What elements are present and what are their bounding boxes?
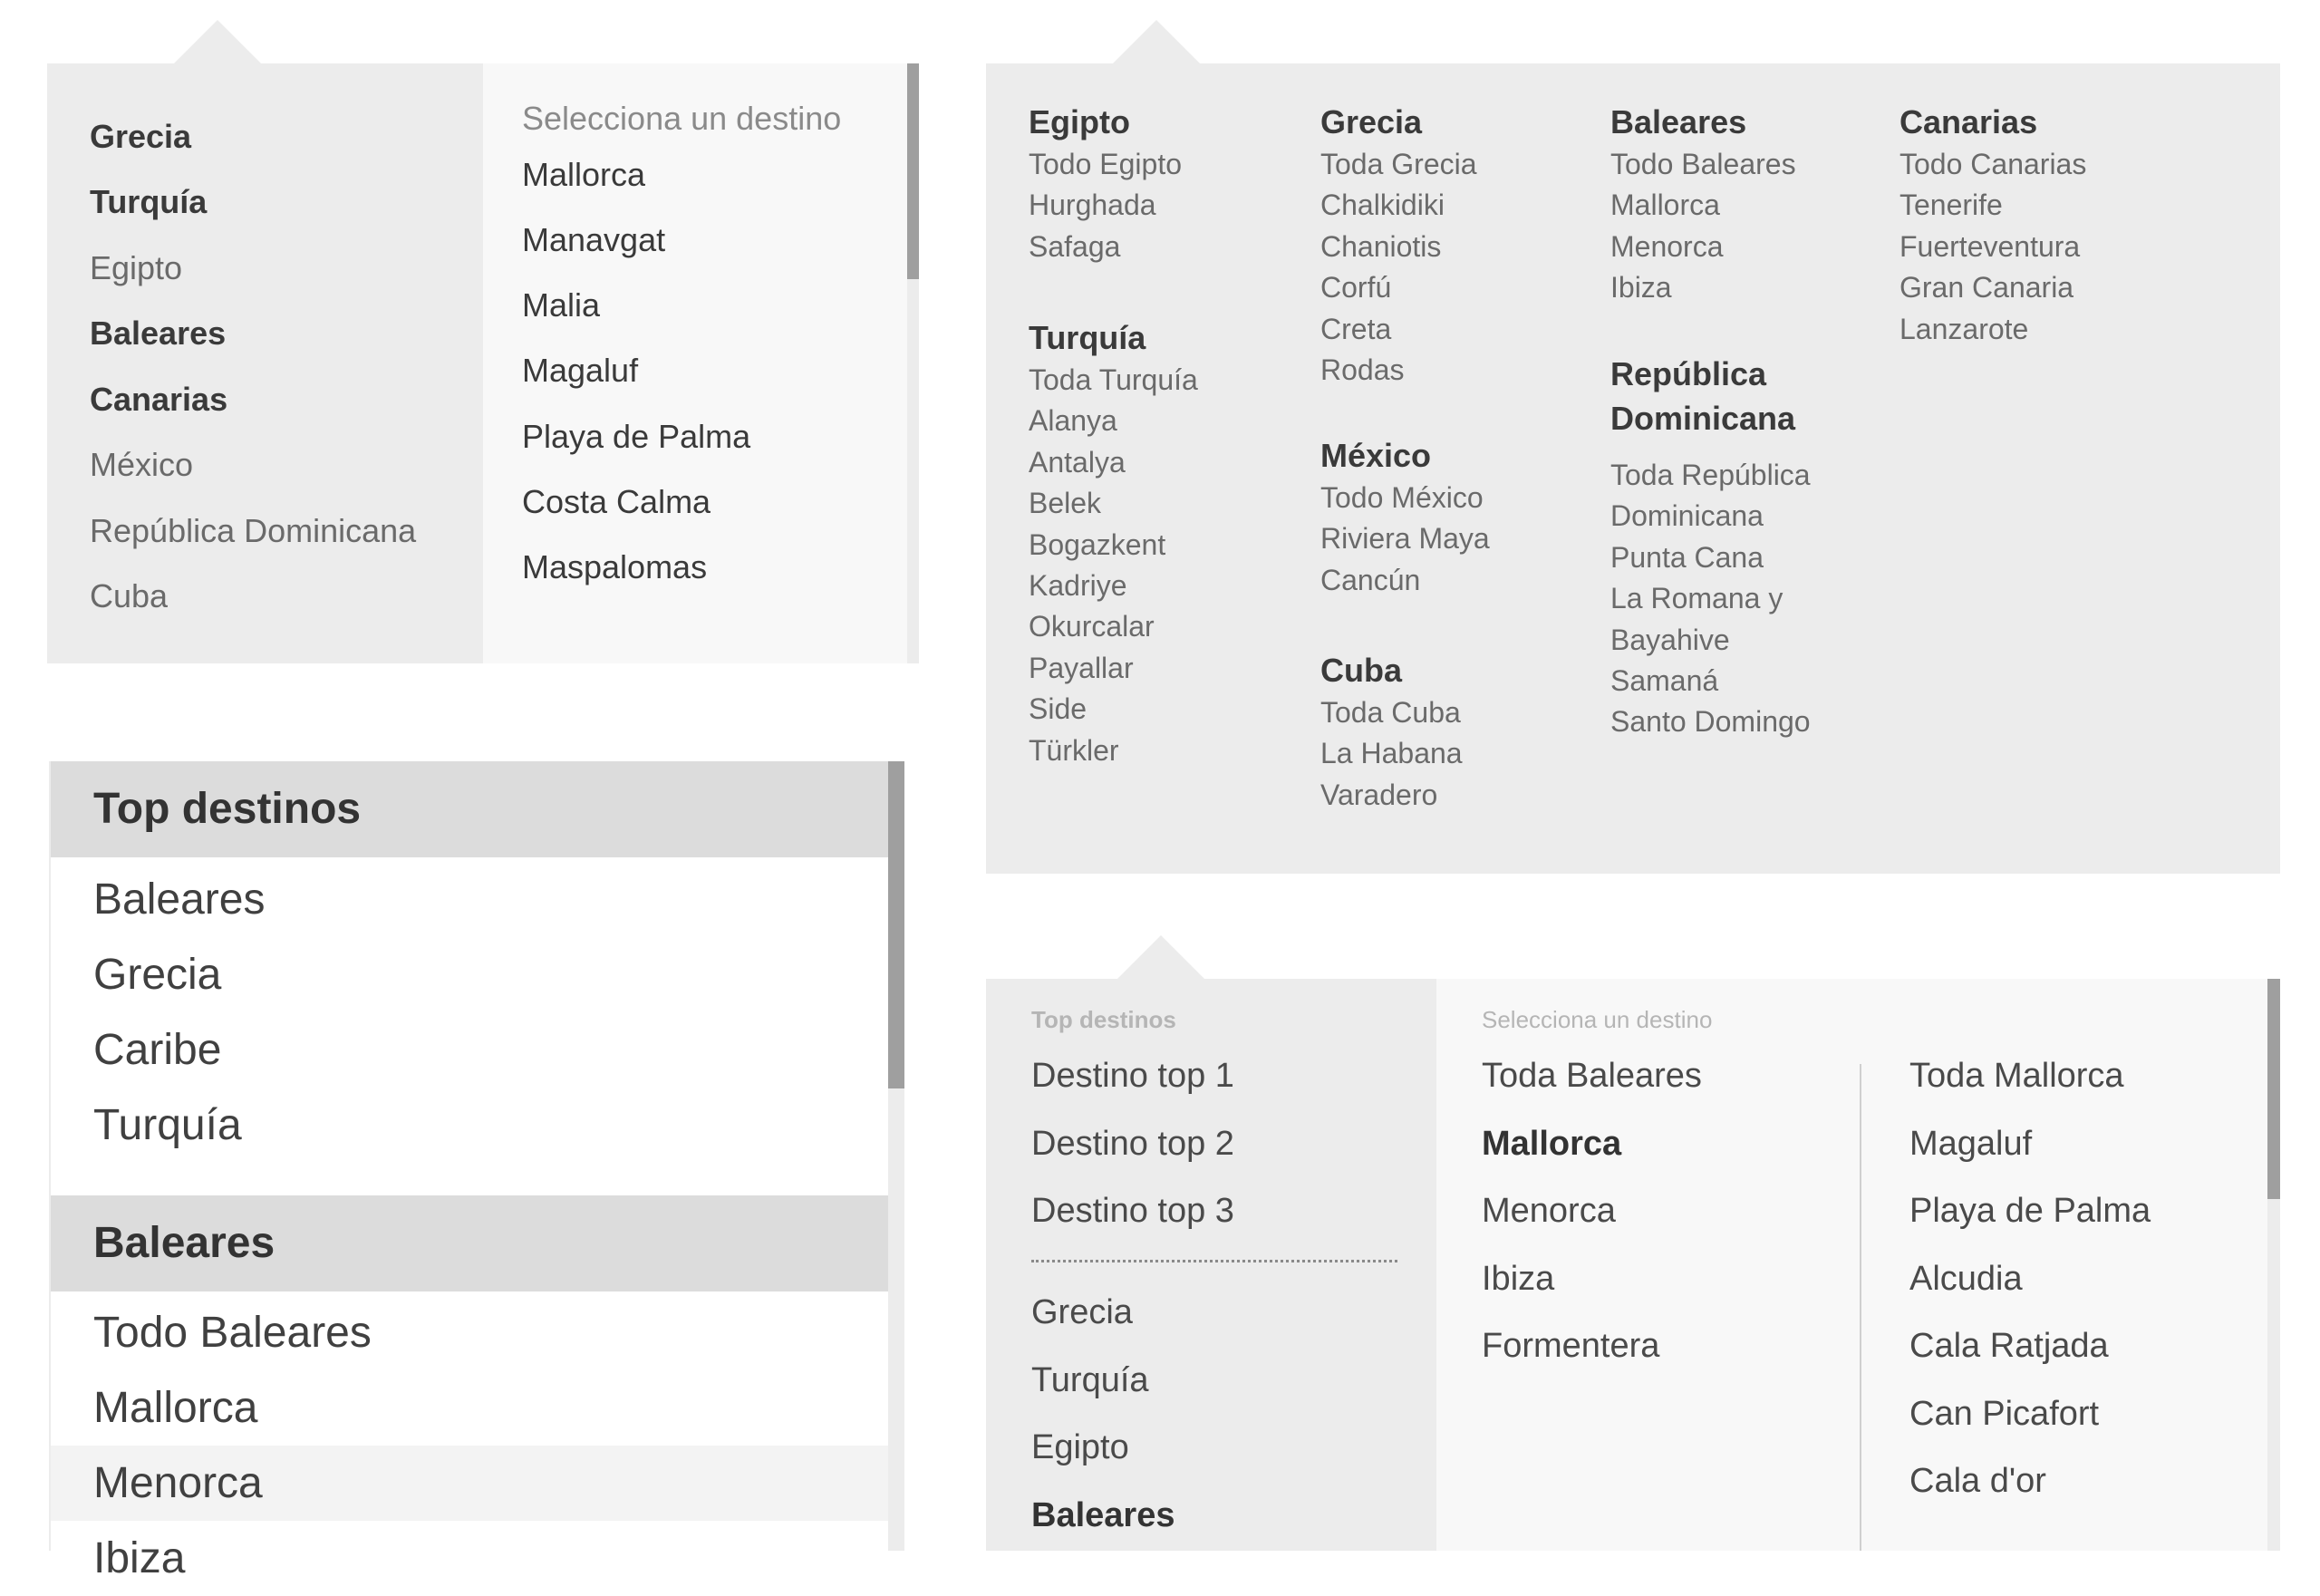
menu-link[interactable]: Payallar bbox=[1029, 651, 1134, 684]
region-item-mallorca[interactable]: Mallorca bbox=[1482, 1125, 1622, 1163]
country-item-turquia[interactable]: Turquía bbox=[1031, 1361, 1149, 1399]
menu-group-canarias bbox=[1900, 100, 2086, 350]
destination-item[interactable]: Playa de Palma bbox=[522, 418, 751, 455]
list-item[interactable]: Mallorca bbox=[93, 1384, 258, 1432]
place-item[interactable]: Toda Mallorca bbox=[1909, 1057, 2124, 1095]
group-heading[interactable]: Canarias bbox=[1900, 103, 2038, 140]
menu-link[interactable]: Toda República bbox=[1610, 459, 1811, 491]
list-item[interactable]: Baleares bbox=[93, 875, 266, 924]
menu-link[interactable]: Todo Canarias bbox=[1900, 148, 2087, 180]
menu-link[interactable]: Menorca bbox=[1610, 229, 1724, 263]
menu-link[interactable]: Alanya bbox=[1029, 404, 1117, 438]
dotted-divider bbox=[1031, 1260, 1397, 1262]
menu-link[interactable]: Punta Cana bbox=[1610, 540, 1764, 574]
destination-item[interactable]: Manavgat bbox=[522, 221, 666, 258]
menu-link[interactable]: Gran Canaria bbox=[1900, 271, 2074, 305]
menu-link[interactable]: Todo México bbox=[1320, 481, 1484, 514]
menu-link[interactable]: Rodas bbox=[1320, 353, 1405, 387]
menu-link[interactable]: Tenerife bbox=[1900, 189, 2003, 222]
menu-group-cuba bbox=[1320, 648, 1463, 816]
destination-item[interactable]: Magaluf bbox=[522, 352, 639, 389]
destination-item[interactable]: Maspalomas bbox=[522, 548, 708, 585]
dropdown-caret bbox=[1113, 20, 1200, 63]
section-title: Top destinos bbox=[93, 785, 362, 833]
menu-link[interactable]: Todo Egipto bbox=[1029, 148, 1183, 180]
group-heading[interactable]: Baleares bbox=[1610, 103, 1747, 140]
group-heading[interactable]: Turquía bbox=[1029, 319, 1146, 356]
group-heading[interactable]: República bbox=[1610, 355, 1767, 392]
list-item[interactable]: Turquía bbox=[93, 1101, 242, 1149]
country-item-baleares[interactable]: Baleares bbox=[90, 314, 227, 352]
region-item-menorca[interactable]: Menorca bbox=[1482, 1192, 1616, 1230]
menu-link[interactable]: Varadero bbox=[1320, 778, 1438, 811]
menu-link[interactable]: Chalkidiki bbox=[1320, 189, 1445, 222]
group-heading[interactable]: Cuba bbox=[1320, 652, 1402, 689]
menu-group-egipto bbox=[1029, 100, 1182, 267]
country-item-turquia[interactable]: Turquía bbox=[90, 183, 208, 220]
region-item-toda-baleares[interactable]: Toda Baleares bbox=[1482, 1057, 1702, 1095]
menu-group-mexico bbox=[1320, 433, 1490, 601]
dropdown-caret bbox=[174, 20, 261, 63]
menu-link[interactable]: Antalya bbox=[1029, 445, 1126, 479]
menu-link[interactable]: Hurghada bbox=[1029, 189, 1156, 222]
menu-link[interactable]: Samaná bbox=[1610, 664, 1719, 698]
menu-group-turquia bbox=[1029, 315, 1198, 771]
menu-link[interactable]: Mallorca bbox=[1610, 189, 1720, 222]
top-destination-item[interactable]: Destino top 2 bbox=[1031, 1125, 1234, 1163]
menu-link[interactable]: Cancún bbox=[1320, 563, 1421, 596]
select-destination-heading: Selecciona un destino bbox=[522, 100, 842, 137]
place-item[interactable]: Cala Ratjada bbox=[1909, 1327, 2109, 1365]
menu-link[interactable]: Riviera Maya bbox=[1320, 522, 1490, 556]
country-item-cuba[interactable]: Cuba bbox=[90, 577, 169, 614]
menu-link[interactable]: Toda Turquía bbox=[1029, 363, 1198, 396]
group-heading[interactable]: Dominicana bbox=[1610, 400, 1796, 437]
top-destination-item[interactable]: Destino top 3 bbox=[1031, 1192, 1234, 1230]
region-item-ibiza[interactable]: Ibiza bbox=[1482, 1260, 1555, 1298]
destination-list-panel bbox=[483, 63, 919, 663]
scrollbar[interactable] bbox=[2267, 979, 2280, 1551]
group-heading[interactable]: Grecia bbox=[1320, 103, 1423, 140]
menu-link[interactable]: Lanzarote bbox=[1900, 312, 2029, 345]
country-item-canarias[interactable]: Canarias bbox=[90, 381, 228, 418]
country-list-panel bbox=[47, 63, 483, 663]
destinations-mega-menu bbox=[986, 63, 2280, 874]
section-header-baleares bbox=[51, 1195, 890, 1291]
destination-select-panel bbox=[1436, 979, 2280, 1551]
menu-link[interactable]: Kadriye bbox=[1029, 569, 1127, 603]
group-heading[interactable]: México bbox=[1320, 437, 1432, 474]
section-title: Baleares bbox=[93, 1219, 276, 1267]
menu-link[interactable]: Toda Grecia bbox=[1320, 148, 1477, 180]
menu-group-republica-dominicana bbox=[1610, 352, 1811, 743]
top-destinations-panel bbox=[986, 979, 1436, 1551]
menu-group-grecia bbox=[1320, 100, 1477, 391]
menu-group-baleares bbox=[1610, 100, 1796, 309]
menu-link[interactable]: La Habana bbox=[1320, 737, 1463, 770]
place-item[interactable]: Alcudia bbox=[1909, 1260, 2023, 1298]
column-divider bbox=[1860, 1064, 1861, 1551]
menu-link[interactable]: Corfú bbox=[1320, 271, 1392, 305]
menu-link[interactable]: Chaniotis bbox=[1320, 229, 1442, 263]
place-item[interactable]: Can Picafort bbox=[1909, 1395, 2100, 1433]
menu-link[interactable]: Fuerteventura bbox=[1900, 229, 2081, 263]
country-item-egipto[interactable]: Egipto bbox=[1031, 1428, 1129, 1466]
select-destination-heading: Selecciona un destino bbox=[1482, 1006, 1713, 1033]
country-item-grecia[interactable]: Grecia bbox=[1031, 1293, 1133, 1331]
scrollbar[interactable] bbox=[888, 761, 904, 1551]
menu-link[interactable]: Safaga bbox=[1029, 229, 1121, 263]
group-heading[interactable]: Egipto bbox=[1029, 103, 1130, 140]
menu-link[interactable]: Ibiza bbox=[1610, 271, 1672, 305]
place-item[interactable]: Playa de Palma bbox=[1909, 1192, 2151, 1230]
menu-link[interactable]: Santo Domingo bbox=[1610, 705, 1811, 739]
country-item-republica-dominicana[interactable]: República Dominicana bbox=[90, 512, 417, 549]
section-header-top-destinos bbox=[51, 761, 890, 857]
list-item[interactable]: Grecia bbox=[93, 951, 222, 999]
top-destination-item[interactable]: Destino top 1 bbox=[1031, 1057, 1234, 1095]
mobile-destination-list bbox=[49, 761, 904, 1582]
place-item[interactable]: Cala d'or bbox=[1909, 1462, 2046, 1500]
scrollbar[interactable] bbox=[907, 63, 919, 663]
country-item-mexico[interactable]: México bbox=[90, 446, 194, 483]
country-item-baleares[interactable]: Baleares bbox=[1031, 1496, 1175, 1534]
menu-link[interactable]: Creta bbox=[1320, 312, 1392, 345]
menu-link[interactable]: Dominicana bbox=[1610, 499, 1764, 533]
country-item-grecia[interactable]: Grecia bbox=[90, 118, 192, 155]
dropdown-caret bbox=[1117, 935, 1204, 979]
list-item[interactable]: Todo Baleares bbox=[93, 1309, 372, 1357]
list-item[interactable]: Ibiza bbox=[93, 1534, 186, 1582]
menu-link[interactable]: Bayahive bbox=[1610, 623, 1730, 656]
destination-item[interactable]: Mallorca bbox=[522, 156, 646, 193]
menu-link[interactable]: Türkler bbox=[1029, 733, 1119, 767]
menu-link[interactable]: Belek bbox=[1029, 487, 1102, 520]
menu-link[interactable]: Side bbox=[1029, 692, 1088, 726]
scrollbar-thumb[interactable] bbox=[888, 761, 904, 1088]
scrollbar-thumb[interactable] bbox=[2267, 979, 2280, 1199]
destination-item[interactable]: Malia bbox=[522, 286, 601, 324]
place-item[interactable]: Magaluf bbox=[1909, 1125, 2033, 1163]
list-item[interactable]: Caribe bbox=[93, 1026, 222, 1074]
menu-link[interactable]: Okurcalar bbox=[1029, 610, 1155, 643]
region-item-formentera[interactable]: Formentera bbox=[1482, 1327, 1660, 1365]
menu-link[interactable]: Bogazkent bbox=[1029, 527, 1166, 561]
list-item-highlighted[interactable]: Menorca bbox=[51, 1446, 890, 1521]
menu-link[interactable]: La Romana y bbox=[1610, 582, 1784, 615]
menu-link[interactable]: Todo Baleares bbox=[1610, 148, 1796, 180]
destination-item[interactable]: Costa Calma bbox=[522, 483, 711, 520]
top-destinations-heading: Top destinos bbox=[1031, 1006, 1176, 1033]
country-item-egipto[interactable]: Egipto bbox=[90, 249, 183, 286]
scrollbar-thumb[interactable] bbox=[907, 63, 919, 279]
menu-link[interactable]: Toda Cuba bbox=[1320, 696, 1461, 729]
